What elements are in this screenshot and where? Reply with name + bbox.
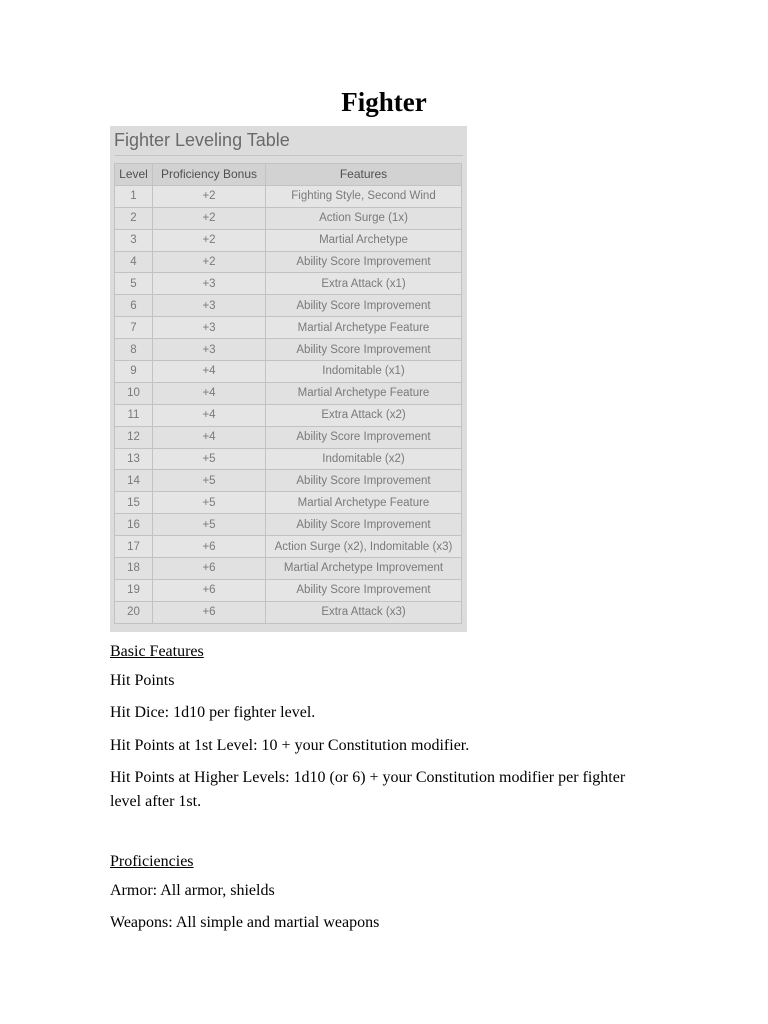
cell-features: Ability Score Improvement bbox=[266, 579, 462, 601]
table-row bbox=[115, 229, 462, 251]
table-row bbox=[115, 382, 462, 404]
cell-proficiency-bonus: +4 bbox=[153, 361, 266, 383]
cell-proficiency-bonus: +4 bbox=[153, 382, 266, 404]
hp-first-level-text: Hit Points at 1st Level: 10 + your Constitution modifier. bbox=[110, 737, 470, 754]
cell-level: 9 bbox=[115, 361, 153, 383]
table-row bbox=[115, 251, 462, 273]
cell-proficiency-bonus: +3 bbox=[153, 339, 266, 361]
cell-proficiency-bonus: +6 bbox=[153, 536, 266, 558]
cell-features: Indomitable (x2) bbox=[266, 448, 462, 470]
hp-higher-levels-text: Hit Points at Higher Levels: 1d10 (or 6) + your Constitution modifier per fighter level after 1st. bbox=[110, 769, 626, 810]
cell-proficiency-bonus: +2 bbox=[153, 185, 266, 207]
table-row bbox=[115, 514, 462, 536]
cell-proficiency-bonus: +4 bbox=[153, 404, 266, 426]
header-proficiency-bonus: Proficiency Bonus bbox=[153, 164, 266, 186]
cell-proficiency-bonus: +5 bbox=[153, 470, 266, 492]
table-row bbox=[115, 448, 462, 470]
table-caption: Fighter Leveling Table bbox=[114, 130, 290, 150]
cell-features: Extra Attack (x3) bbox=[266, 601, 462, 623]
cell-level: 17 bbox=[115, 536, 153, 558]
cell-features: Ability Score Improvement bbox=[266, 295, 462, 317]
table-row bbox=[115, 536, 462, 558]
cell-features: Martial Archetype Feature bbox=[266, 317, 462, 339]
cell-features: Ability Score Improvement bbox=[266, 514, 462, 536]
table-row bbox=[115, 470, 462, 492]
cell-proficiency-bonus: +4 bbox=[153, 426, 266, 448]
cell-features: Martial Archetype Feature bbox=[266, 382, 462, 404]
cell-level: 5 bbox=[115, 273, 153, 295]
cell-level: 7 bbox=[115, 317, 153, 339]
cell-level: 19 bbox=[115, 579, 153, 601]
cell-level: 6 bbox=[115, 295, 153, 317]
cell-proficiency-bonus: +5 bbox=[153, 514, 266, 536]
cell-features: Ability Score Improvement bbox=[266, 426, 462, 448]
cell-features: Martial Archetype Feature bbox=[266, 492, 462, 514]
leveling-table bbox=[114, 163, 462, 624]
table-row bbox=[115, 601, 462, 623]
cell-level: 8 bbox=[115, 339, 153, 361]
table-row bbox=[115, 339, 462, 361]
cell-level: 11 bbox=[115, 404, 153, 426]
cell-level: 1 bbox=[115, 185, 153, 207]
hit-points-label: Hit Points bbox=[110, 672, 175, 689]
cell-proficiency-bonus: +6 bbox=[153, 558, 266, 580]
cell-level: 13 bbox=[115, 448, 153, 470]
cell-level: 18 bbox=[115, 558, 153, 580]
proficiencies-heading: Proficiencies bbox=[110, 853, 194, 870]
table-row bbox=[115, 273, 462, 295]
table-row bbox=[115, 185, 462, 207]
hit-dice-text: Hit Dice: 1d10 per fighter level. bbox=[110, 704, 316, 721]
table-row bbox=[115, 558, 462, 580]
cell-proficiency-bonus: +2 bbox=[153, 251, 266, 273]
table-row bbox=[115, 579, 462, 601]
cell-level: 3 bbox=[115, 229, 153, 251]
page-title: Fighter bbox=[341, 87, 427, 117]
cell-proficiency-bonus: +5 bbox=[153, 492, 266, 514]
cell-features: Indomitable (x1) bbox=[266, 361, 462, 383]
cell-proficiency-bonus: +2 bbox=[153, 229, 266, 251]
leveling-table-panel bbox=[110, 126, 467, 632]
cell-proficiency-bonus: +6 bbox=[153, 579, 266, 601]
basic-features-heading: Basic Features bbox=[110, 643, 204, 660]
cell-features: Ability Score Improvement bbox=[266, 339, 462, 361]
header-features: Features bbox=[266, 164, 462, 186]
table-row bbox=[115, 492, 462, 514]
cell-features: Martial Archetype Improvement bbox=[266, 558, 462, 580]
cell-features: Extra Attack (x2) bbox=[266, 404, 462, 426]
cell-proficiency-bonus: +3 bbox=[153, 317, 266, 339]
weapons-text: Weapons: All simple and martial weapons bbox=[110, 914, 380, 931]
cell-features: Action Surge (1x) bbox=[266, 207, 462, 229]
cell-proficiency-bonus: +5 bbox=[153, 448, 266, 470]
cell-features: Fighting Style, Second Wind bbox=[266, 185, 462, 207]
cell-level: 14 bbox=[115, 470, 153, 492]
cell-proficiency-bonus: +3 bbox=[153, 273, 266, 295]
cell-features: Extra Attack (x1) bbox=[266, 273, 462, 295]
caption-divider bbox=[114, 155, 463, 156]
cell-level: 16 bbox=[115, 514, 153, 536]
armor-text: Armor: All armor, shields bbox=[110, 882, 275, 899]
cell-level: 4 bbox=[115, 251, 153, 273]
table-row bbox=[115, 426, 462, 448]
cell-level: 20 bbox=[115, 601, 153, 623]
cell-level: 2 bbox=[115, 207, 153, 229]
table-row bbox=[115, 295, 462, 317]
table-body bbox=[115, 185, 462, 623]
cell-level: 15 bbox=[115, 492, 153, 514]
table-row bbox=[115, 404, 462, 426]
cell-features: Action Surge (x2), Indomitable (x3) bbox=[266, 536, 462, 558]
cell-proficiency-bonus: +3 bbox=[153, 295, 266, 317]
cell-level: 12 bbox=[115, 426, 153, 448]
cell-level: 10 bbox=[115, 382, 153, 404]
table-header-row bbox=[115, 164, 462, 186]
cell-features: Ability Score Improvement bbox=[266, 470, 462, 492]
cell-features: Martial Archetype bbox=[266, 229, 462, 251]
table-row bbox=[115, 207, 462, 229]
cell-features: Ability Score Improvement bbox=[266, 251, 462, 273]
header-level: Level bbox=[115, 164, 153, 186]
table-row bbox=[115, 361, 462, 383]
cell-proficiency-bonus: +6 bbox=[153, 601, 266, 623]
cell-proficiency-bonus: +2 bbox=[153, 207, 266, 229]
table-row bbox=[115, 317, 462, 339]
